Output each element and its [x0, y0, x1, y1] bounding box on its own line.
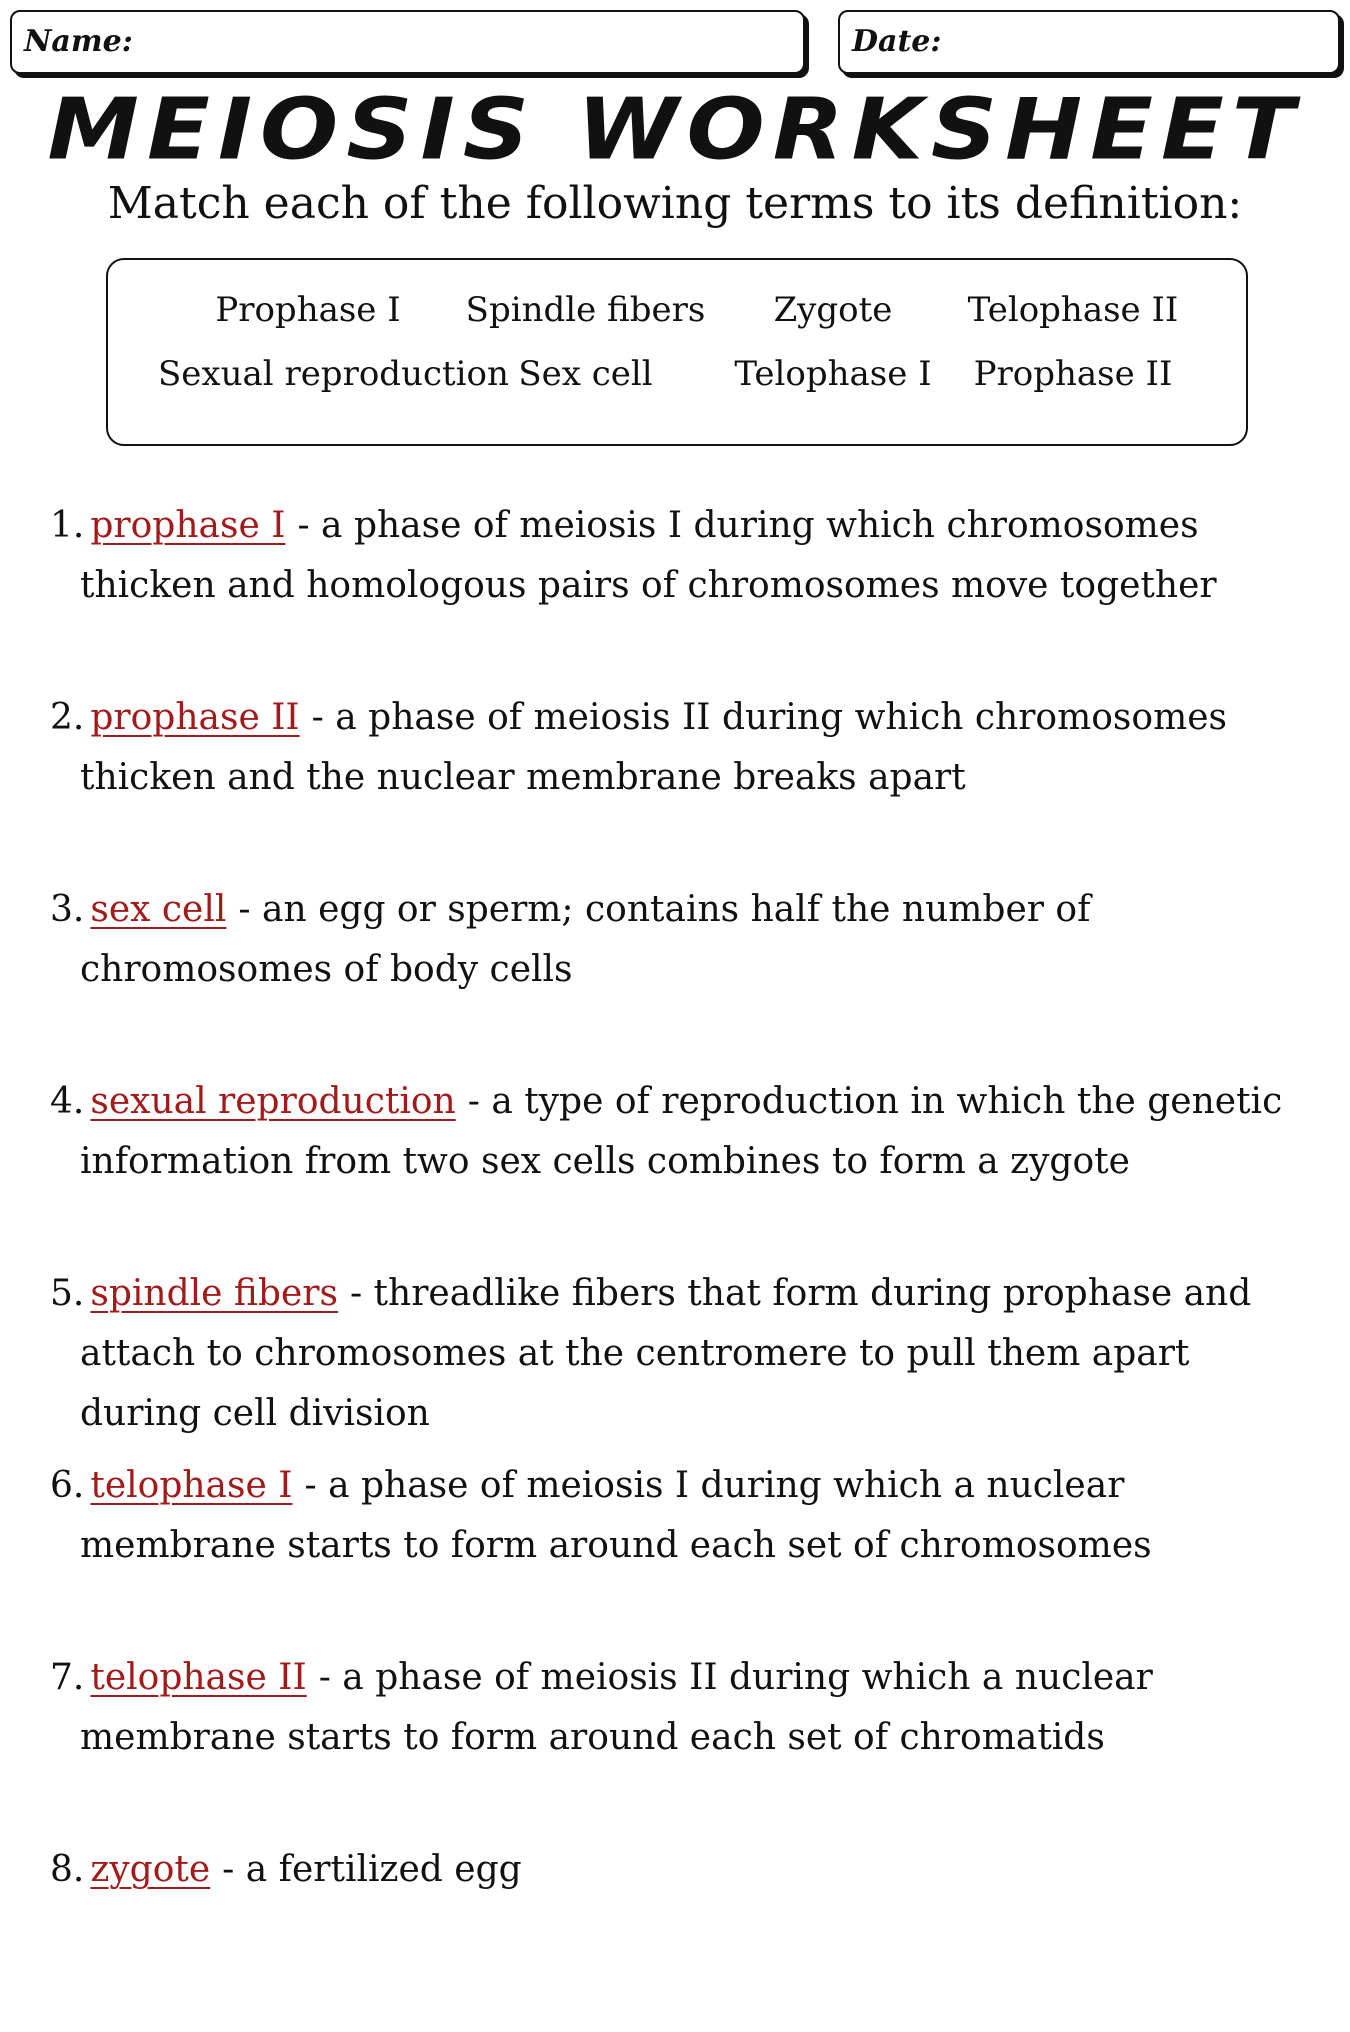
- definition-item: [50, 1648, 1310, 1840]
- word-bank-term: Sexual reproduction: [158, 354, 509, 394]
- definition-item: [50, 880, 1310, 1072]
- word-bank-term: Prophase II: [973, 354, 1173, 394]
- answer-text[interactable]: sexual reproduction: [90, 1081, 456, 1122]
- word-bank-grid: [108, 290, 1246, 418]
- word-bank-term: Sex cell: [518, 354, 653, 394]
- item-number: 2.: [50, 697, 85, 738]
- definition-text: - a fertilized egg: [222, 1849, 522, 1890]
- name-label: Name:: [24, 24, 133, 59]
- item-number: 6.: [50, 1465, 85, 1506]
- definition-text: - a phase of meiosis II during which chromosomes thicken and the nuclear membrane breaks apart: [80, 697, 1227, 798]
- item-number: 7.: [50, 1657, 85, 1698]
- answer-text[interactable]: prophase I: [90, 505, 286, 546]
- definition-text: - a phase of meiosis II during which a nuclear membrane starts to form around each set of chromatids: [80, 1657, 1153, 1758]
- item-number: 5.: [50, 1273, 85, 1314]
- answer-text[interactable]: telophase II: [90, 1657, 307, 1698]
- date-field[interactable]: [838, 10, 1340, 74]
- definition-text: - an egg or sperm; contains half the number of chromosomes of body cells: [80, 889, 1091, 990]
- item-number: 4.: [50, 1081, 85, 1122]
- definition-text: - threadlike fibers that form during prophase and attach to chromosomes at the centromere to pull them apart during cell division: [80, 1273, 1252, 1434]
- word-bank-term: Spindle fibers: [465, 290, 706, 330]
- word-bank-term: Telophase II: [967, 290, 1179, 330]
- definition-item: [50, 1456, 1310, 1648]
- instruction-text: Match each of the following terms to its definition:: [107, 178, 1243, 229]
- definition-item: [50, 1840, 1310, 2032]
- item-number: 3.: [50, 889, 85, 930]
- definition-item: [50, 1072, 1310, 1264]
- answer-text[interactable]: spindle fibers: [90, 1273, 338, 1314]
- answer-text[interactable]: zygote: [90, 1849, 211, 1890]
- word-bank-term: Telophase I: [734, 354, 932, 394]
- definition-list: [50, 496, 1310, 2032]
- definition-text: - a phase of meiosis I during which a nuclear membrane starts to form around each set of chromosomes: [80, 1465, 1152, 1566]
- word-bank-term: Zygote: [773, 290, 893, 330]
- answer-text[interactable]: sex cell: [90, 889, 227, 930]
- definition-item: [50, 496, 1310, 688]
- answer-text[interactable]: telophase I: [90, 1465, 293, 1506]
- definition-text: - a type of reproduction in which the genetic information from two sex cells combines to form a zygote: [80, 1081, 1283, 1182]
- definition-text: - a phase of meiosis I during which chromosomes thicken and homologous pairs of chromosomes move together: [80, 505, 1217, 606]
- answer-text[interactable]: prophase II: [90, 697, 300, 738]
- word-bank-term: Prophase I: [215, 290, 401, 330]
- definition-item: [50, 688, 1310, 880]
- item-number: 8.: [50, 1849, 85, 1890]
- name-field[interactable]: [10, 10, 805, 74]
- item-number: 1.: [50, 505, 85, 546]
- worksheet-title: MEIOSIS WORKSHEET: [47, 80, 1303, 179]
- date-label: Date:: [852, 24, 942, 59]
- definition-item: [50, 1264, 1310, 1456]
- word-bank: [106, 258, 1248, 446]
